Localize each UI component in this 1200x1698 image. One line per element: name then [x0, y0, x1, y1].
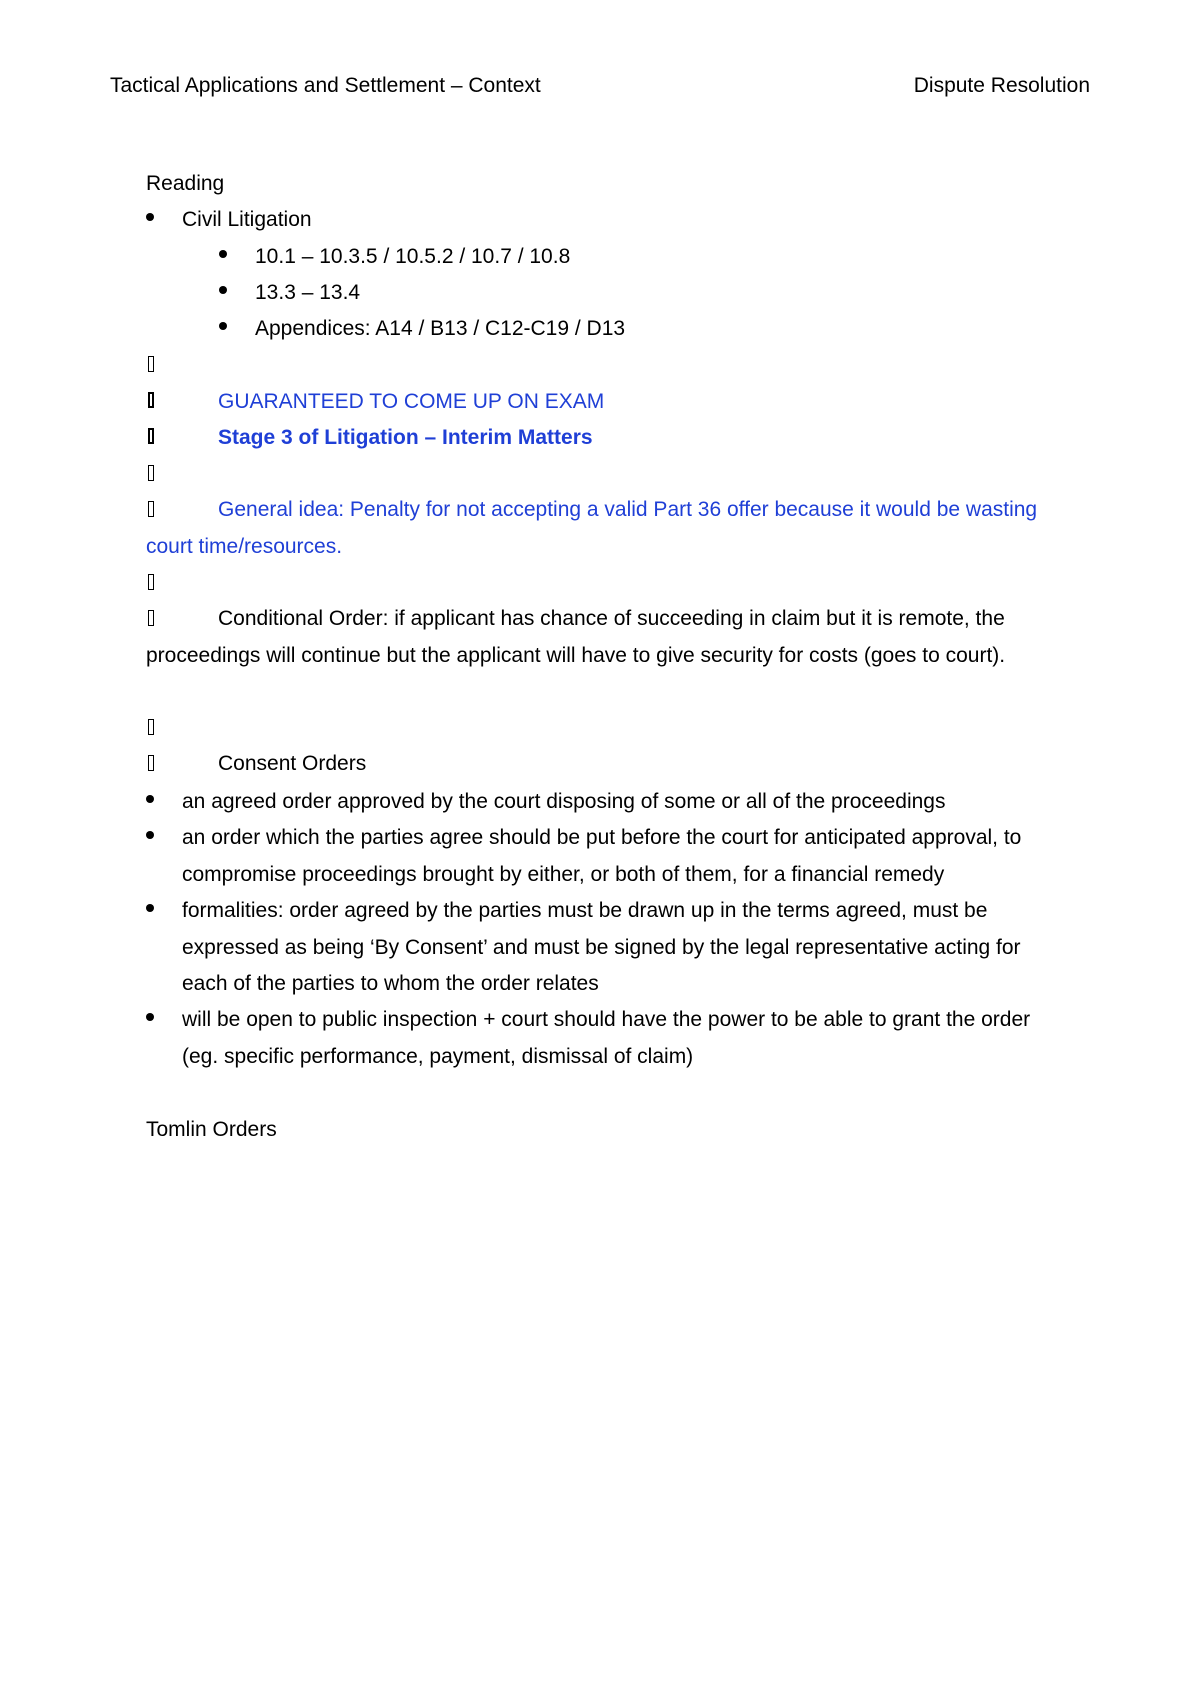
bullet-icon — [146, 795, 154, 803]
missing-glyph-icon — [148, 392, 154, 408]
missing-glyph-icon — [148, 574, 154, 590]
exam-highlight: GUARANTEED TO COME UP ON EXAM — [218, 390, 605, 413]
consent-bullet: will be open to public inspection + court should have the power to be able to grant the order (eg. specific performance, payment, dismissal of claim) — [182, 1008, 1031, 1068]
bullet-icon — [219, 322, 227, 330]
missing-glyph-icon — [148, 428, 154, 444]
tomlin-orders-heading: Tomlin Orders — [146, 1118, 277, 1141]
bullet-icon — [219, 286, 227, 294]
reading-subitem: 10.1 – 10.3.5 / 10.5.2 / 10.7 / 10.8 — [255, 245, 571, 268]
page-header — [110, 74, 1090, 104]
header-subject: Dispute Resolution — [913, 74, 1090, 97]
bullet-icon — [219, 250, 227, 258]
conditional-order-text: Conditional Order: if applicant has chance of succeeding in claim but it is remote, the proceedings will continue but the applicant will have to give security for costs (goes to court). — [146, 607, 1006, 667]
bullet-icon — [146, 831, 154, 839]
conditional-order-paragraph — [146, 601, 1066, 674]
header-title: Tactical Applications and Settlement – Context — [110, 74, 541, 97]
general-idea-text: General idea: Penalty for not accepting a valid Part 36 offer because it would be wasting court time/resources. — [146, 498, 1038, 558]
stage-highlight: Stage 3 of Litigation – Interim Matters — [218, 426, 593, 449]
reading-item: Civil Litigation — [182, 208, 312, 231]
reading-heading: Reading — [146, 172, 225, 195]
bullet-icon — [146, 1013, 154, 1021]
consent-bullet: an agreed order approved by the court disposing of some or all of the proceedings — [182, 790, 946, 813]
missing-glyph-icon — [148, 465, 154, 481]
missing-glyph-icon — [148, 755, 154, 771]
consent-orders-heading: Consent Orders — [218, 752, 367, 775]
reading-subitem: Appendices: A14 / B13 / C12-C19 / D13 — [255, 317, 626, 340]
consent-bullet: an order which the parties agree should be put before the court for anticipated approval, to compromise proceedings brought by either, or both of them, for a financial remedy — [182, 826, 1022, 886]
missing-glyph-icon — [148, 719, 154, 735]
bullet-icon — [146, 904, 154, 912]
bullet-icon — [146, 213, 154, 221]
missing-glyph-icon — [148, 356, 154, 372]
reading-subitem: 13.3 – 13.4 — [255, 281, 361, 304]
general-idea-paragraph — [146, 492, 1066, 565]
consent-bullet: formalities: order agreed by the parties must be drawn up in the terms agreed, must be expressed as being ‘By Consent’ and must be signed by the legal representative acting for each of the parties to whom the order relates — [182, 899, 1021, 995]
